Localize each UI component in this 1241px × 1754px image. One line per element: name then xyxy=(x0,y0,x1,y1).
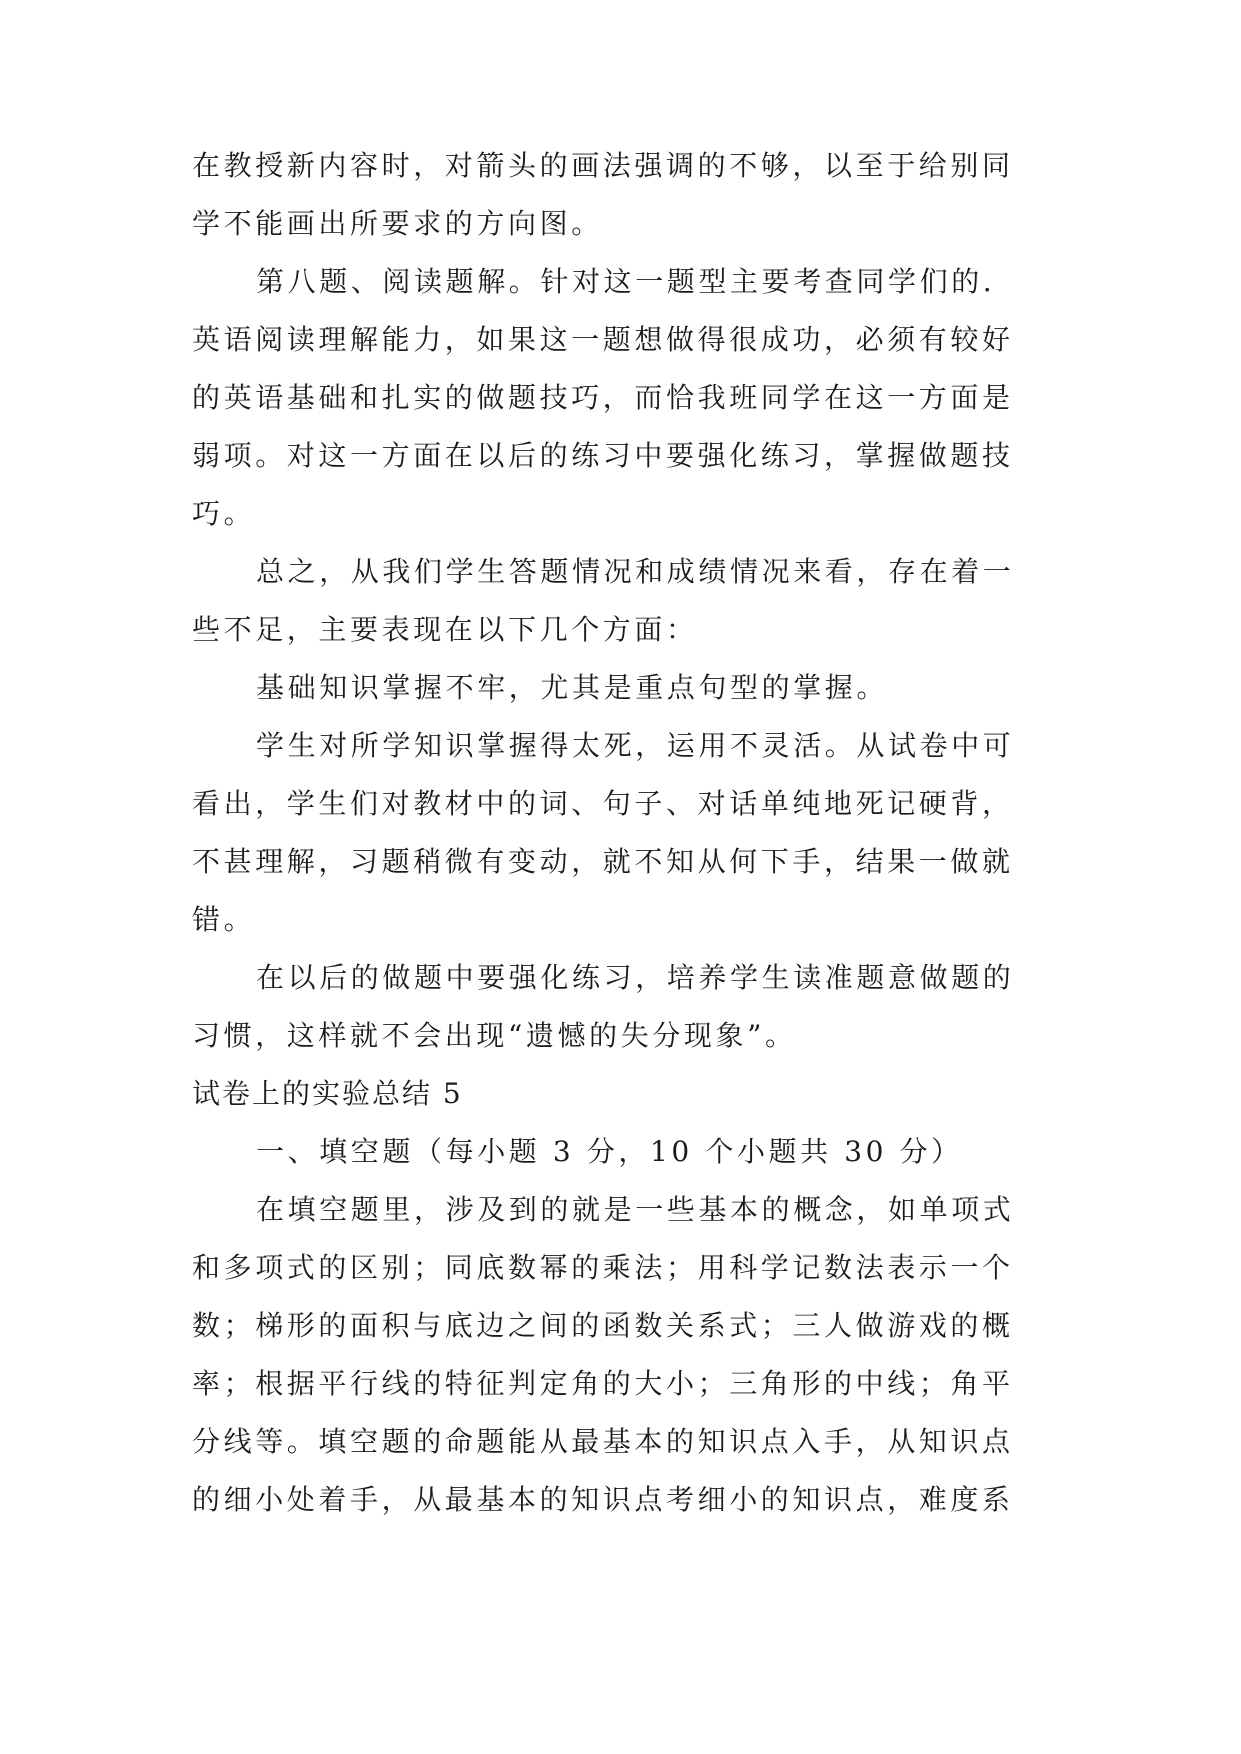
text-line: 在教授新内容时，对箭头的画法强调的不够，以至于给别同 xyxy=(192,149,1014,182)
text-line: 不甚理解，习题稍微有变动，就不知从何下手，结果一做就 xyxy=(192,845,1014,878)
text-line: 习惯，这样就不会出现“遗憾的失分现象”。 xyxy=(192,1019,797,1052)
text-line: 英语阅读理解能力，如果这一题想做得很成功，必须有较好 xyxy=(192,323,1014,356)
text-line: 弱项。对这一方面在以后的练习中要强化练习，掌握做题技 xyxy=(192,439,1014,472)
text-line: 基础知识掌握不牢，尤其是重点句型的掌握。 xyxy=(256,671,889,704)
text-line: 错。 xyxy=(192,903,256,936)
text-line: 些不足，主要表现在以下几个方面： xyxy=(192,613,698,646)
text-line: 分线等。填空题的命题能从最基本的知识点入手，从知识点 xyxy=(192,1425,1014,1458)
body-text xyxy=(192,137,1052,1529)
text-line: 学生对所学知识掌握得太死，运用不灵活。从试卷中可 xyxy=(256,729,1015,762)
text-line: 率；根据平行线的特征判定角的大小；三角形的中线；角平 xyxy=(192,1367,1014,1400)
subsection-heading: 一、填空题（每小题 3 分，10 个小题共 30 分） xyxy=(256,1135,963,1168)
text-line: 的英语基础和扎实的做题技巧，而恰我班同学在这一方面是 xyxy=(192,381,1014,414)
text-line: 和多项式的区别；同底数幂的乘法；用科学记数法表示一个 xyxy=(192,1251,1014,1284)
text-line: 数；梯形的面积与底边之间的函数关系式；三人做游戏的概 xyxy=(192,1309,1014,1342)
text-line: 在以后的做题中要强化练习，培养学生读准题意做题的 xyxy=(256,961,1015,994)
text-line: 总之，从我们学生答题情况和成绩情况来看，存在着一 xyxy=(256,555,1015,588)
section-heading: 试卷上的实验总结 5 xyxy=(192,1077,463,1110)
text-line: 第八题、阅读题解。针对这一题型主要考查同学们的. xyxy=(256,265,996,298)
text-line: 的细小处着手，从最基本的知识点考细小的知识点，难度系 xyxy=(192,1483,1014,1516)
text-line: 巧。 xyxy=(192,497,256,530)
text-line: 学不能画出所要求的方向图。 xyxy=(192,207,603,240)
text-line: 看出，学生们对教材中的词、句子、对话单纯地死记硬背， xyxy=(192,787,1014,820)
text-line: 在填空题里，涉及到的就是一些基本的概念，如单项式 xyxy=(256,1193,1015,1226)
